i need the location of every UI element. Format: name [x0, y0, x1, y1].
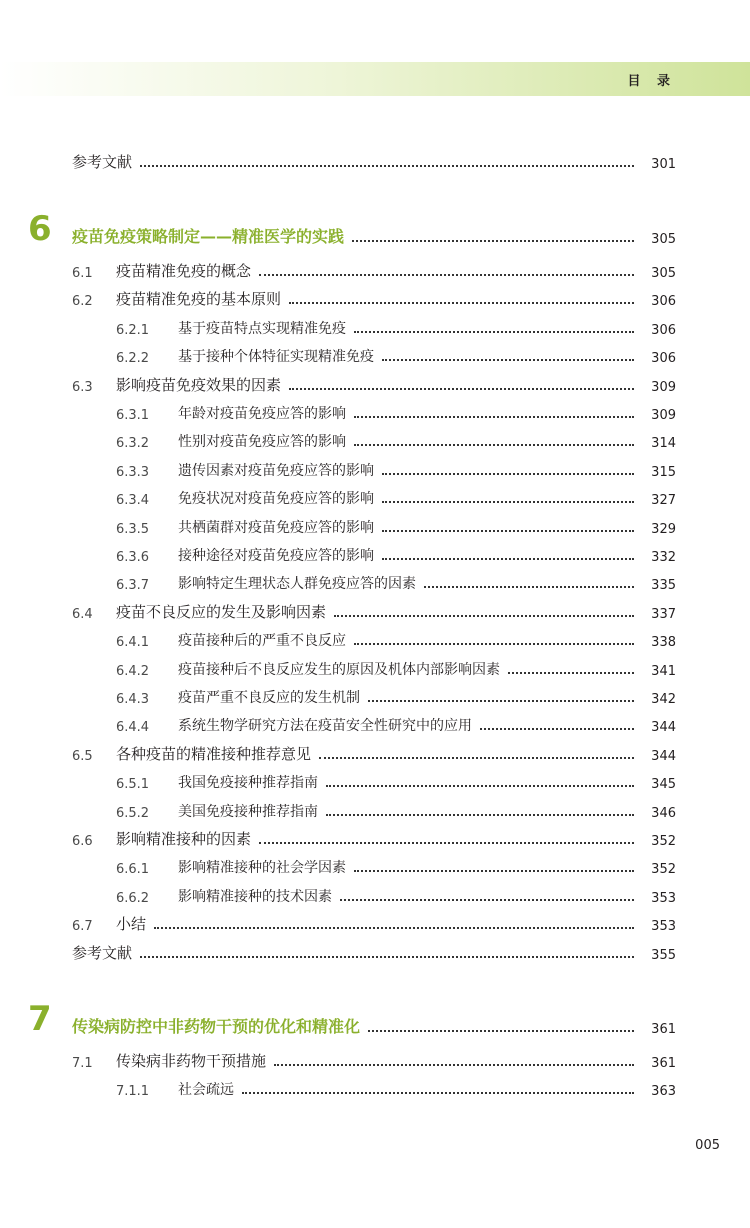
dot-leader: [242, 1092, 634, 1094]
toc-entry-page: 335: [651, 578, 676, 594]
toc-entry-title: 传染病非药物干预措施: [116, 1052, 267, 1070]
toc-entry[interactable]: [0, 882, 750, 906]
toc-entry-title: 影响特定生理状态人群免疫应答的因素: [178, 576, 416, 593]
toc-entry-number: 6.3.3: [116, 464, 150, 480]
toc-entry-number: 6.3.6: [116, 550, 150, 565]
toc-entry[interactable]: [0, 626, 750, 650]
toc-entry[interactable]: [0, 484, 750, 508]
chapter-page: 305: [651, 232, 676, 247]
toc-entry-page: 332: [651, 550, 676, 565]
toc-entry-number: 6.5.2: [116, 805, 150, 821]
toc-entry-page: 338: [651, 635, 676, 651]
dot-leader: [382, 473, 634, 475]
toc-entry[interactable]: [0, 541, 750, 565]
toc-entry[interactable]: [0, 910, 750, 934]
chapter-page: 361: [651, 1022, 676, 1037]
toc-entry-page: 345: [651, 777, 676, 793]
toc-entry-title: 免疫状况对疫苗免疫应答的影响: [178, 491, 374, 508]
toc-entry-page: 309: [651, 408, 676, 423]
toc-entry-title: 年龄对疫苗免疫应答的影响: [178, 406, 346, 422]
dot-leader: [354, 643, 634, 645]
toc-entry-title: 系统生物学研究方法在疫苗安全性研究中的应用: [178, 718, 472, 735]
toc-entry-page: 341: [651, 663, 676, 679]
toc-entry[interactable]: [0, 371, 750, 395]
toc-entry-number: 7.1.1: [116, 1084, 150, 1100]
chapter-heading-6[interactable]: [0, 223, 750, 247]
dot-leader: [326, 785, 634, 787]
dot-leader: [354, 444, 634, 446]
toc-entry[interactable]: [0, 711, 750, 735]
toc-entry[interactable]: [0, 314, 750, 338]
toc-entry-title: 疫苗精准免疫的概念: [116, 262, 252, 280]
toc-entry-title: 疫苗接种后不良反应发生的原因及机体内部影响因素: [178, 661, 500, 678]
toc-entry-page: 344: [651, 720, 676, 736]
toc-entry-number: 6.2: [72, 294, 93, 310]
toc-entry[interactable]: [0, 257, 750, 281]
toc-entry[interactable]: [0, 740, 750, 764]
dot-leader: [382, 530, 634, 532]
dot-leader: [289, 388, 634, 390]
toc-entry-title: 基于接种个体特征实现精准免疫: [178, 349, 374, 366]
toc-entry[interactable]: [0, 683, 750, 707]
toc-entry-title: 疫苗接种后的严重不良反应: [178, 633, 346, 650]
toc-entry-title: 小结: [116, 915, 147, 934]
toc-entry-number: 6.3.2: [116, 436, 150, 452]
toc-entry-title: 疫苗严重不良反应的发生机制: [178, 690, 360, 706]
dot-leader: [508, 672, 634, 674]
toc-entry-title: 性别对疫苗免疫应答的影响: [178, 434, 346, 451]
toc-entry[interactable]: [0, 569, 750, 593]
toc-entry-number: 6.5.1: [116, 777, 150, 793]
toc-entry-page: 306: [651, 322, 676, 338]
toc-entry[interactable]: [0, 342, 750, 366]
running-header-title: 目 录: [627, 74, 676, 89]
toc-entry-number: 6.7: [72, 919, 93, 935]
toc-entry-page: 346: [651, 805, 676, 821]
toc-entry-page: 301: [651, 157, 676, 172]
dot-leader: [140, 956, 634, 958]
toc-entry-number: 6.4: [72, 606, 93, 622]
chapter-title: 传染病防控中非药物干预的优化和精准化: [72, 1017, 361, 1036]
toc-entry-title: 参考文献: [72, 943, 133, 962]
toc-entry-page: 305: [651, 266, 676, 281]
toc-entry-title: 参考文献: [72, 153, 133, 171]
toc-entry-page: 309: [651, 379, 676, 395]
dot-leader: [154, 927, 634, 929]
toc-entry-page: 342: [651, 692, 676, 707]
toc-entry-page: 337: [651, 606, 676, 622]
dot-leader: [354, 331, 634, 333]
toc-entry-number: 6.6: [72, 834, 93, 849]
toc-entry-title: 美国免疫接种推荐指南: [178, 803, 318, 820]
toc-entry-title: 我国免疫接种推荐指南: [178, 775, 318, 792]
toc-entry-number: 6.3.1: [116, 408, 150, 423]
toc-entry[interactable]: [0, 853, 750, 877]
toc-entry-title: 疫苗精准免疫的基本原则: [116, 290, 282, 309]
toc-entry-title: 疫苗不良反应的发生及影响因素: [116, 602, 327, 621]
dot-leader: [259, 842, 634, 844]
toc-entry[interactable]: [0, 825, 750, 849]
toc-entry-page: 314: [651, 436, 676, 452]
toc-entry-page: 361: [651, 1056, 676, 1071]
toc-entry-number: 6.5: [72, 748, 93, 764]
dot-leader: [354, 416, 634, 418]
dot-leader: [368, 1030, 634, 1032]
dot-leader: [274, 1064, 634, 1066]
toc-entry-page: 306: [651, 294, 676, 310]
toc-entry-number: 6.6.1: [116, 862, 150, 878]
page-number: 005: [695, 1138, 720, 1153]
dot-leader: [140, 165, 634, 167]
toc-entry-page: 327: [651, 493, 676, 509]
toc-entry-title: 共栖菌群对疫苗免疫应答的影响: [178, 519, 374, 536]
toc-entry-title: 影响精准接种的社会学因素: [178, 860, 346, 877]
toc-entry[interactable]: [0, 1075, 750, 1099]
toc-entry-page: 329: [651, 521, 676, 537]
toc-entry[interactable]: [0, 513, 750, 537]
toc-entry-title: 影响疫苗免疫效果的因素: [116, 375, 282, 394]
toc-entry-title: 影响精准接种的技术因素: [178, 888, 332, 905]
toc-entry-page: 353: [651, 919, 676, 935]
toc-entry-number: 6.2.1: [116, 322, 150, 338]
toc-entry-page: 344: [651, 748, 676, 764]
dot-leader: [319, 757, 634, 759]
dot-leader: [340, 899, 634, 901]
dot-leader: [259, 274, 634, 276]
toc-entry[interactable]: [0, 939, 750, 963]
toc-entry-page: 363: [651, 1084, 676, 1100]
toc-entry[interactable]: [0, 655, 750, 679]
toc-entry-number: 6.3.4: [116, 493, 150, 509]
toc-entry-title: 社会疏远: [178, 1082, 234, 1099]
toc-entry[interactable]: [0, 399, 750, 423]
toc-entry-page: 352: [651, 834, 676, 849]
toc-entry-title: 基于疫苗特点实现精准免疫: [178, 320, 346, 337]
toc-entry-number: 6.4.3: [116, 692, 150, 707]
toc-entry[interactable]: [0, 598, 750, 622]
chapter-number: 7: [28, 999, 52, 1039]
toc-entry[interactable]: [0, 1047, 750, 1071]
dot-leader: [382, 558, 634, 560]
toc-entry-number: 6.6.2: [116, 890, 150, 906]
toc-entry-number: 6.2.2: [116, 351, 150, 367]
toc-entry[interactable]: [0, 797, 750, 821]
chapter-title: 疫苗免疫策略制定——精准医学的实践: [72, 227, 345, 246]
toc-entry-number: 7.1: [72, 1056, 93, 1071]
toc-entry-page: 306: [651, 351, 676, 367]
toc-entry-number: 6.3.5: [116, 521, 150, 537]
toc-entry-number: 6.4.1: [116, 635, 150, 651]
toc-entry[interactable]: [0, 427, 750, 451]
dot-leader: [382, 501, 634, 503]
toc-entry[interactable]: [0, 456, 750, 480]
dot-leader: [480, 728, 634, 730]
chapter-number: 6: [28, 209, 52, 249]
dot-leader: [354, 870, 634, 872]
toc-entry-page: 352: [651, 862, 676, 878]
dot-leader: [424, 586, 634, 588]
toc-entry[interactable]: [0, 285, 750, 309]
dot-leader: [289, 302, 634, 304]
toc-entry-number: 6.4.4: [116, 720, 150, 736]
toc-entry-page: 315: [651, 464, 676, 480]
toc-entry-title: 接种途径对疫苗免疫应答的影响: [178, 548, 374, 564]
toc-entry-title: 遗传因素对疫苗免疫应答的影响: [178, 462, 374, 479]
toc-entry-title: 各种疫苗的精准接种推荐意见: [116, 744, 312, 763]
dot-leader: [368, 700, 634, 702]
dot-leader: [326, 814, 634, 816]
dot-leader: [352, 240, 634, 242]
toc-entry-number: 6.1: [72, 266, 93, 281]
toc-entry-number: 6.3: [72, 379, 93, 395]
toc-entry-number: 6.3.7: [116, 578, 150, 594]
dot-leader: [334, 615, 634, 617]
toc-entry-page: 355: [651, 947, 676, 963]
toc-entry[interactable]: [0, 768, 750, 792]
chapter-heading-7[interactable]: [0, 1013, 750, 1037]
toc-entry-number: 6.4.2: [116, 663, 150, 679]
dot-leader: [382, 359, 634, 361]
toc-entry-references[interactable]: [0, 148, 750, 172]
toc-entry-title: 影响精准接种的因素: [116, 830, 252, 848]
toc-entry-page: 353: [651, 890, 676, 906]
